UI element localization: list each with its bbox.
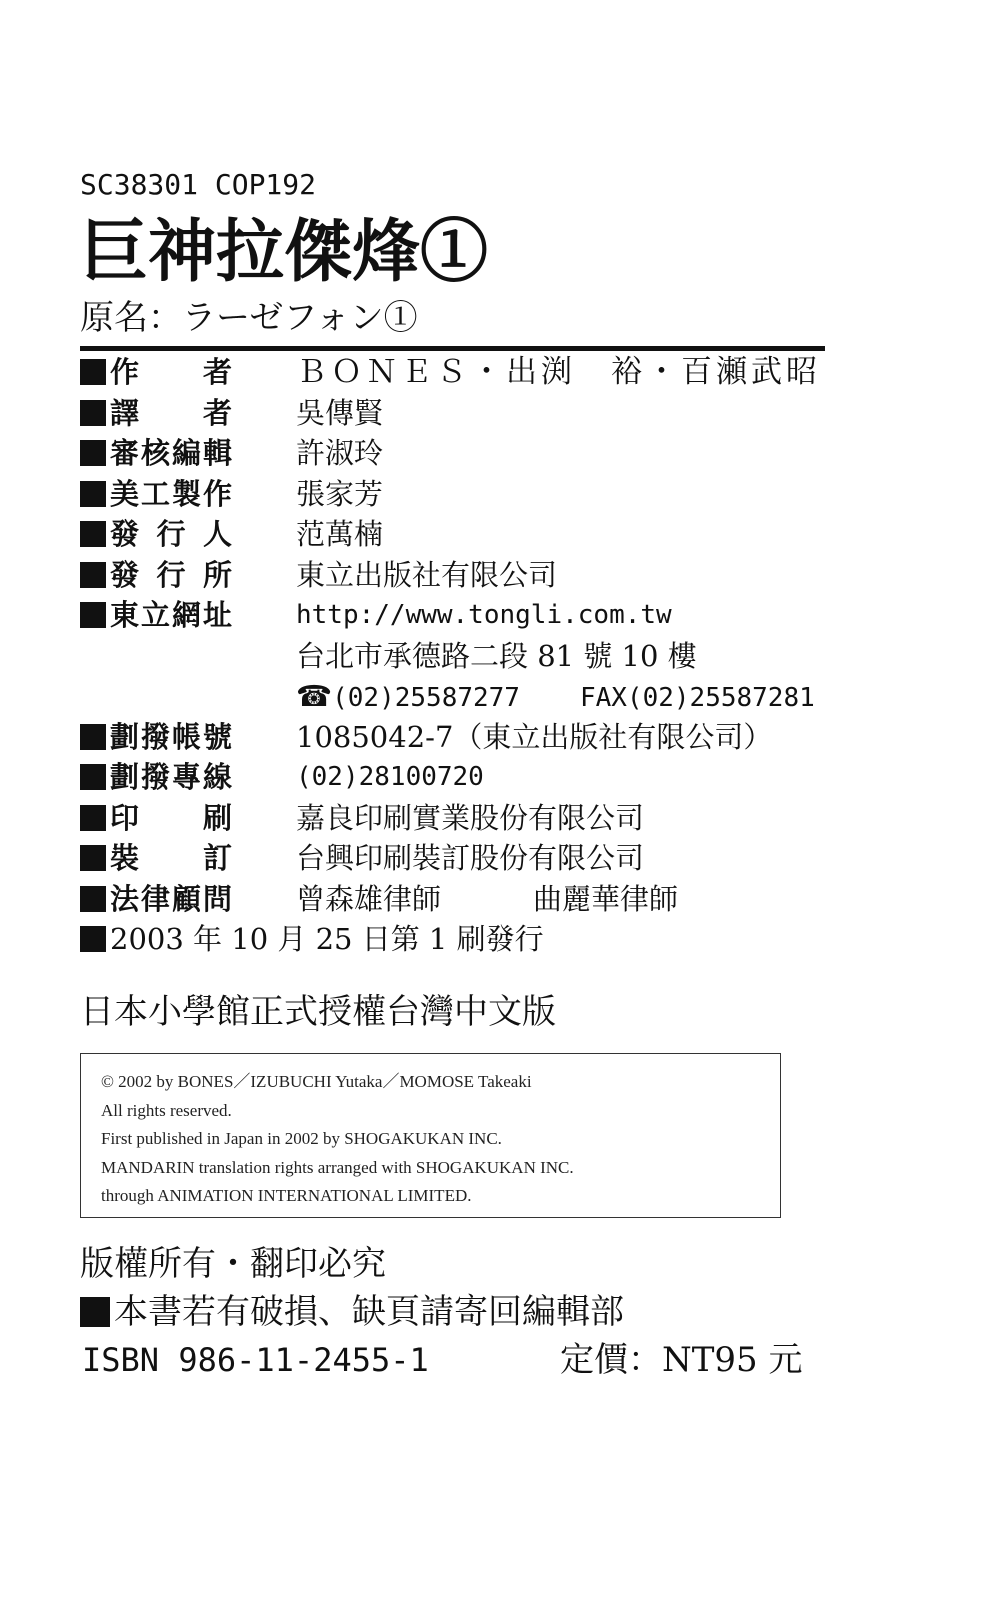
- credit-value: (02)28100720: [296, 762, 484, 792]
- credit-row-legal: [80, 879, 840, 920]
- credit-row-account: [80, 717, 840, 758]
- lawyer-1: 曾森雄律師: [296, 881, 442, 916]
- credit-row-printing: [80, 798, 840, 839]
- damage-notice-row: [80, 1290, 624, 1334]
- lawyer-2: 曲麗華律師: [533, 881, 679, 916]
- credit-label: 劃撥帳號: [110, 719, 232, 754]
- credit-label: 法律顧問: [110, 881, 232, 916]
- credit-row-publisher-person: [80, 514, 840, 555]
- credit-value: 張家芳: [296, 476, 384, 511]
- credit-row-author: [80, 352, 840, 393]
- phone-number: (02)25587277: [332, 683, 520, 713]
- rights-reserved: 版權所有・翻印必究: [80, 1244, 386, 1284]
- bullet-square: [80, 926, 106, 952]
- credit-row-website: [80, 595, 840, 636]
- book-title: 巨神拉傑烽①: [80, 212, 489, 292]
- address: 台北市承德路二段 81 號 10 樓: [296, 638, 697, 673]
- credit-label: 東立網址: [110, 598, 232, 632]
- credit-label: 印 刷: [110, 800, 232, 835]
- bullet-square: [80, 724, 106, 750]
- bullet-square: [80, 805, 106, 831]
- copyright-line: through ANIMATION INTERNATIONAL LIMITED.: [101, 1186, 472, 1205]
- bullet-square: [80, 481, 106, 507]
- copyright-line: First published in Japan in 2002 by SHOGAKUKAN INC.: [101, 1129, 502, 1148]
- credit-label: 譯 者: [110, 395, 232, 430]
- print-date: 2003 年 10 月 25 日第 1 刷發行: [110, 922, 544, 956]
- credit-value: 吳傳賢: [296, 395, 384, 430]
- telephone-icon: ☎: [296, 679, 333, 713]
- copyright-line: MANDARIN translation rights arranged with SHOGAKUKAN INC.: [101, 1157, 574, 1177]
- credit-label: 裝 訂: [110, 841, 232, 875]
- credit-label: 發行人: [110, 517, 232, 551]
- address-row: [80, 636, 840, 677]
- credit-label: 美工製作: [110, 476, 232, 511]
- credit-row-translator: [80, 393, 840, 434]
- credit-row-publisher: [80, 555, 840, 596]
- credit-label: 審核編輯: [110, 436, 232, 470]
- bullet-square: [80, 1297, 110, 1327]
- bullet-square: [80, 562, 106, 588]
- phone-row: [80, 676, 840, 717]
- credit-value: 許淑玲: [296, 436, 384, 470]
- divider-rule: [80, 346, 825, 351]
- credit-row-editor: [80, 433, 840, 474]
- bullet-square: [80, 886, 106, 912]
- website-link[interactable]: http://www.tongli.com.tw: [296, 600, 672, 630]
- credit-label: 作 者: [110, 355, 232, 389]
- credit-label: 劃撥專線: [110, 760, 232, 794]
- damage-notice: 本書若有破損、缺頁請寄回編輯部: [114, 1292, 624, 1332]
- price: 定價：NT95 元: [560, 1340, 803, 1380]
- bullet-square: [80, 764, 106, 790]
- credit-value: 台興印刷裝訂股份有限公司: [296, 841, 645, 875]
- phone-fax: [296, 676, 815, 718]
- license-statement: 日本小學館正式授權台灣中文版: [80, 992, 556, 1032]
- credit-value: 范萬楠: [296, 517, 384, 551]
- book-codes: SC38301 COP192: [80, 168, 317, 201]
- print-date-row: [80, 919, 840, 960]
- bullet-square: [80, 602, 106, 628]
- credit-value: 東立出版社有限公司: [296, 557, 558, 592]
- bullet-square: [80, 440, 106, 466]
- original-title: 原名：ラーゼフォン①: [80, 298, 418, 338]
- credits-list: [80, 352, 840, 960]
- copyright-box: [80, 1053, 781, 1218]
- credit-row-hotline: [80, 757, 840, 798]
- isbn: ISBN 986-11-2455-1: [82, 1341, 429, 1379]
- bullet-square: [80, 359, 106, 385]
- copyright-line: All rights reserved.: [101, 1100, 232, 1120]
- credit-value: 1085042-7（東立出版社有限公司）: [296, 719, 773, 754]
- credit-label: 發行所: [110, 557, 232, 592]
- bullet-square: [80, 521, 106, 547]
- copyright-line: © 2002 by BONES／IZUBUCHI Yutaka／MOMOSE Takeaki: [101, 1072, 532, 1091]
- fax-number: FAX(02)25587281: [579, 683, 815, 713]
- bullet-square: [80, 845, 106, 871]
- bullet-square: [80, 400, 106, 426]
- credit-value: ＢＯＮＥＳ・出渕 裕・百瀬武昭: [296, 354, 821, 390]
- credit-value: 嘉良印刷實業股份有限公司: [296, 800, 645, 835]
- legal-counsel: [296, 879, 678, 919]
- credit-row-binding: [80, 838, 840, 879]
- credit-row-art: [80, 474, 840, 515]
